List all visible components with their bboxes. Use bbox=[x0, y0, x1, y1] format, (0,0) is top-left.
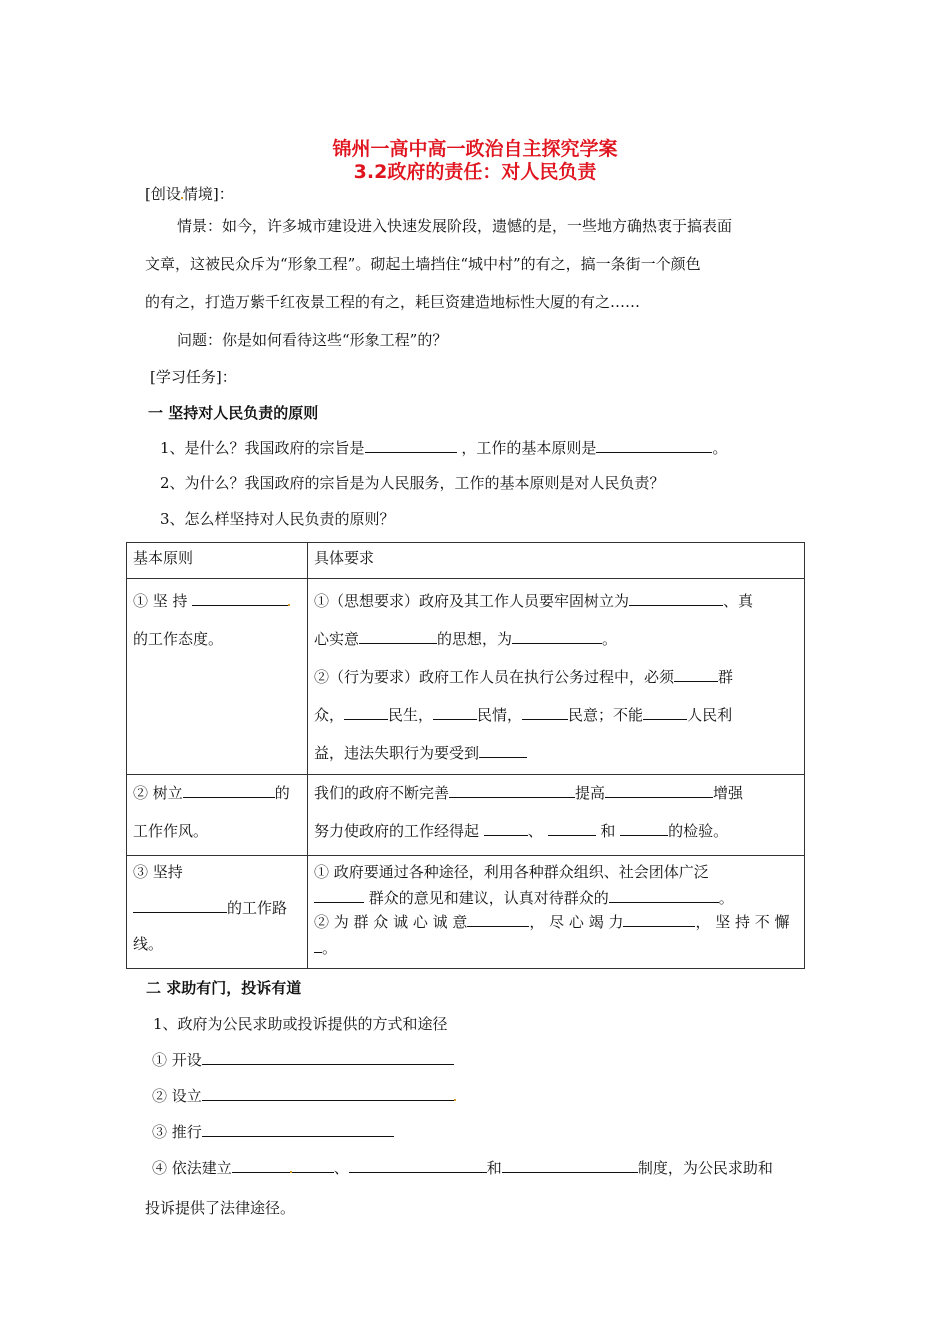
section1-q2: 2、为什么？我国政府的宗旨是为人民服务，工作的基本原则是对人民负责？ bbox=[160, 474, 665, 492]
table-row bbox=[127, 856, 805, 969]
answer-blank[interactable] bbox=[292, 1158, 334, 1173]
cell-text: 。 bbox=[322, 939, 338, 957]
cell-text: 的检验。 bbox=[668, 822, 729, 840]
answer-blank[interactable] bbox=[629, 591, 723, 606]
cell-text: 、 bbox=[527, 822, 548, 840]
cell-text: ② 为 群 众 诚 心 诚 意 bbox=[314, 913, 468, 931]
cell-text: 益，违法失职行为要受到 bbox=[314, 744, 480, 762]
section2-q1: 1、政府为公民求助或投诉提供的方式和途径 bbox=[153, 1015, 448, 1033]
answer-blank[interactable] bbox=[596, 438, 712, 453]
answer-blank[interactable] bbox=[512, 629, 602, 644]
cell-text: 线。 bbox=[133, 935, 164, 953]
answer-blank[interactable] bbox=[183, 783, 275, 798]
answer-blank[interactable] bbox=[344, 705, 388, 720]
document-subtitle: 3.2政府的责任：对人民负责 bbox=[353, 161, 597, 183]
marker-dot bbox=[454, 1099, 456, 1101]
answer-blank[interactable] bbox=[623, 912, 695, 927]
section2-item-3 bbox=[152, 1122, 394, 1142]
answer-blank[interactable] bbox=[467, 912, 529, 927]
answer-blank[interactable] bbox=[314, 888, 364, 903]
answer-blank[interactable] bbox=[349, 1158, 487, 1173]
answer-blank[interactable] bbox=[202, 1050, 454, 1065]
cell-text: 的思想，为 bbox=[437, 630, 513, 648]
cell-text: ② 树立 bbox=[133, 784, 183, 802]
section2-item-4 bbox=[152, 1158, 773, 1178]
answer-blank[interactable] bbox=[484, 821, 528, 836]
cell-text: 、真 bbox=[723, 592, 754, 610]
section1-q3: 3、怎么样坚持对人民负责的原则？ bbox=[160, 510, 395, 528]
answer-blank[interactable] bbox=[674, 667, 718, 682]
cell-text: 心实意 bbox=[314, 630, 360, 648]
table-row bbox=[127, 579, 805, 775]
cell-text: ， 尽 心 竭 力 bbox=[529, 913, 624, 931]
cell-text: 群 bbox=[718, 668, 734, 686]
scenario-header bbox=[145, 184, 234, 204]
table-cell-requirement bbox=[308, 579, 805, 775]
item-label: ② 设立 bbox=[152, 1087, 202, 1105]
item-label: ④ 依法建立 bbox=[152, 1159, 232, 1177]
document-title: 锦州一高中高一政治自主探究学案 bbox=[332, 138, 618, 160]
tasks-header: [学习任务]： bbox=[150, 368, 237, 386]
section1-q1 bbox=[160, 438, 727, 458]
answer-blank[interactable] bbox=[605, 783, 713, 798]
table-header-cell: 具体要求 bbox=[308, 543, 805, 579]
answer-blank[interactable] bbox=[314, 938, 322, 953]
cell-text: 。 bbox=[718, 889, 734, 907]
cell-text: 民生， bbox=[388, 706, 434, 724]
answer-blank[interactable] bbox=[522, 705, 568, 720]
scenario-question: 问题：你是如何看待这些“形象工程”的？ bbox=[177, 331, 448, 349]
item-text: 和 bbox=[486, 1159, 502, 1177]
item-text: 制度，为公民求助和 bbox=[637, 1159, 773, 1177]
scenario-paragraph-1: 情景：如今，许多城市建设进入快速发展阶段，遗憾的是，一些地方确热衷于搞表面 bbox=[177, 217, 733, 235]
answer-blank[interactable] bbox=[609, 888, 719, 903]
cell-text: 的 bbox=[274, 784, 290, 802]
section1-q1-text-c: 。 bbox=[712, 439, 728, 457]
cell-text: ②（行为要求）政府工作人员在执行公务过程中，必须 bbox=[314, 668, 675, 686]
answer-blank[interactable] bbox=[433, 705, 477, 720]
item-label: ③ 推行 bbox=[152, 1123, 202, 1141]
cell-text: 提高 bbox=[575, 784, 606, 802]
scenario-paragraph-2: 文章，这被民众斥为“形象工程”。砌起土墙挡住“城中村”的有之，搞一条街一个颜色 bbox=[145, 255, 701, 273]
answer-blank[interactable] bbox=[365, 438, 457, 453]
cell-text: 众， bbox=[314, 706, 345, 724]
scenario-paragraph-3: 的有之，打造万紫千红夜景工程的有之，耗巨资建造地标性大厦的有之…… bbox=[145, 293, 641, 311]
answer-blank[interactable] bbox=[202, 1086, 454, 1101]
answer-blank[interactable] bbox=[232, 1158, 290, 1173]
answer-blank[interactable] bbox=[643, 705, 687, 720]
answer-blank[interactable] bbox=[548, 821, 596, 836]
cell-text: 增强 bbox=[713, 784, 744, 802]
table-cell-principle bbox=[127, 579, 308, 775]
requirements-table bbox=[126, 542, 805, 969]
answer-blank[interactable] bbox=[359, 629, 437, 644]
answer-blank[interactable] bbox=[192, 591, 288, 606]
cell-text: 工作作风。 bbox=[133, 822, 209, 840]
section2-item-1 bbox=[152, 1050, 454, 1070]
section1-q1-text-b: ，工作的基本原则是 bbox=[456, 439, 597, 457]
answer-blank[interactable] bbox=[133, 898, 227, 913]
table-cell-requirement bbox=[308, 775, 805, 856]
table-header-cell: 基本原则 bbox=[127, 543, 308, 579]
answer-blank[interactable] bbox=[620, 821, 668, 836]
cell-text: ③ 坚持 bbox=[133, 863, 183, 881]
answer-blank[interactable] bbox=[479, 743, 527, 758]
item-label: ① 开设 bbox=[152, 1051, 202, 1069]
cell-text: 我们的政府不断完善 bbox=[314, 784, 450, 802]
cell-text: 。 bbox=[602, 630, 618, 648]
cell-text: 的工作路 bbox=[227, 899, 288, 917]
section1-heading: 一 坚持对人民负责的原则 bbox=[148, 404, 319, 422]
section2-item-2 bbox=[152, 1086, 456, 1106]
answer-blank[interactable] bbox=[202, 1122, 394, 1137]
cell-text: 民情， bbox=[477, 706, 523, 724]
cell-text: 民意；不能 bbox=[568, 706, 644, 724]
cell-text: 人民利 bbox=[687, 706, 733, 724]
answer-blank[interactable] bbox=[502, 1158, 638, 1173]
cell-text: ① 政府要通过各种途径，利用各种群众组织、社会团体广泛 bbox=[314, 863, 709, 881]
cell-text: ①（思想要求）政府及其工作人员要牢固树立为 bbox=[314, 592, 630, 610]
section1-q1-text-a: 1、是什么？我国政府的宗旨是 bbox=[160, 439, 365, 457]
scenario-header-part-a: [创设 bbox=[145, 185, 181, 203]
scenario-header-part-b: 情境]： bbox=[182, 185, 234, 203]
cell-text: 和 bbox=[595, 822, 621, 840]
section2-item-4-continued: 投诉提供了法律途径。 bbox=[145, 1199, 296, 1217]
table-cell-requirement bbox=[308, 856, 805, 969]
table-header-row bbox=[127, 543, 805, 579]
table-cell-principle bbox=[127, 856, 308, 969]
cell-text: 群众的意见和建议，认真对待群众的 bbox=[364, 889, 609, 907]
cell-text: ， 坚 持 不 懈 bbox=[695, 913, 790, 931]
marker-dot bbox=[288, 604, 290, 606]
cell-text: 的工作态度。 bbox=[133, 630, 224, 648]
cell-text: 努力使政府的工作经得起 bbox=[314, 822, 484, 840]
table-cell-principle bbox=[127, 775, 308, 856]
item-text: 、 bbox=[333, 1159, 349, 1177]
answer-blank[interactable] bbox=[449, 783, 575, 798]
table-row bbox=[127, 775, 805, 856]
section2-heading: 二 求助有门，投诉有道 bbox=[146, 979, 302, 997]
cell-text: ① 坚 持 bbox=[133, 592, 188, 610]
